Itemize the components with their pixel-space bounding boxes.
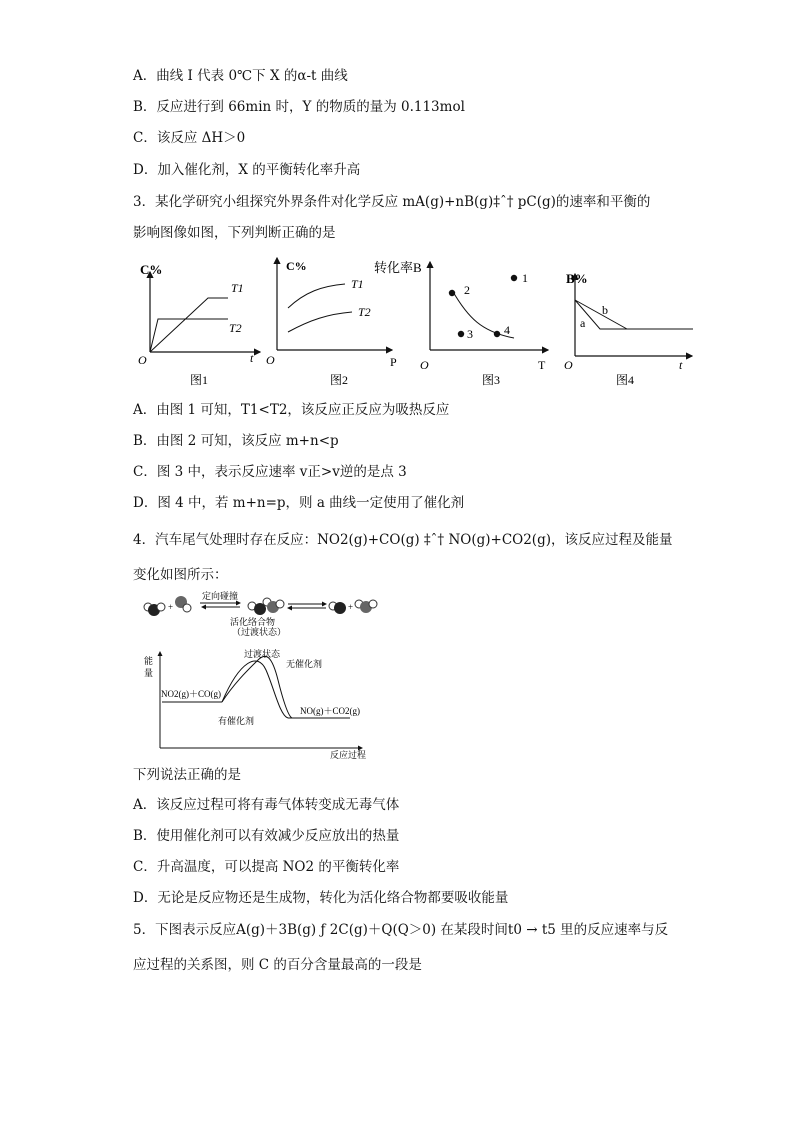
- no-catalyst-label: 无催化剂: [286, 659, 323, 669]
- fig3-point-3: [458, 331, 464, 337]
- fig1-t1: T1: [231, 281, 244, 295]
- q2-option-c: C．该反应 ΔH＞0: [133, 130, 246, 146]
- svg-text:+: +: [168, 602, 174, 612]
- fig3-point-2: [449, 290, 455, 296]
- q4-stem-line2: 变化如图所示：: [133, 567, 228, 583]
- q4-option-a: A．该反应过程可将有毒气体转变成无毒气体: [133, 797, 400, 813]
- fig3-label-3: 3: [467, 327, 473, 341]
- energy-axis-label-2: 量: [144, 668, 154, 678]
- fig3-caption: 图3: [482, 373, 501, 387]
- svg-text:+: +: [348, 602, 354, 612]
- products-label: NO(g)＋CO2(g): [300, 706, 360, 716]
- fig3-label-4: 4: [504, 323, 510, 337]
- fig3-label-2: 2: [464, 283, 470, 297]
- fig2-caption: 图2: [330, 373, 349, 387]
- fig4-label-a: a: [580, 316, 586, 330]
- q3-stem-line1: 3．某化学研究小组探究外界条件对化学反应 mA(g)+nB(g)‡ˆ† pC(g)的速率和平衡的: [133, 194, 651, 210]
- q4-option-c: C．升高温度，可以提高 NO2 的平衡转化率: [133, 859, 400, 875]
- fig4-ylabel: B%: [566, 271, 588, 286]
- fig2-origin: O: [266, 353, 275, 367]
- q4-prompt: 下列说法正确的是: [133, 767, 241, 783]
- molecule-products: [329, 600, 377, 614]
- fig4-label-b: b: [602, 303, 608, 317]
- fig4: [564, 271, 693, 387]
- fig3-label-1: 1: [522, 271, 528, 285]
- energy-axis-label-1: 能: [144, 656, 154, 666]
- molecule-no2: [144, 603, 165, 616]
- fig1-xlabel: t: [250, 351, 254, 365]
- fig1-t2: T2: [229, 321, 242, 335]
- collision-label: 定向碰撞: [202, 591, 239, 601]
- molecule-co: [175, 596, 191, 612]
- fig1-ylabel: C%: [140, 262, 163, 277]
- fig4-origin: O: [564, 358, 573, 372]
- q3-stem-line2: 影响图像如图，下列判断正确的是: [133, 225, 336, 241]
- process-axis-label: 反应过程: [330, 750, 367, 760]
- transition-label: 过渡状态: [244, 649, 281, 659]
- fig1-origin: O: [138, 353, 147, 367]
- fig1-caption: 图1: [190, 373, 209, 387]
- q5-stem-line1: 5．下图表示反应A(g)＋3B(g) ƒ 2C(g)＋Q(Q＞0) 在某段时间t0 → t5 里的反应速率与反: [133, 922, 669, 938]
- fig1: [138, 262, 260, 387]
- q3-option-d: D．图 4 中，若 m+n=p，则 a 曲线一定使用了催化剂: [133, 495, 465, 511]
- q4-option-d: D．无论是反应物还是生成物，转化为活化络合物都要吸收能量: [133, 890, 509, 906]
- fig2: [266, 258, 397, 387]
- q3-option-a: A．由图 1 可知，T1<T2，该反应正反应为吸热反应: [133, 402, 450, 418]
- q3-option-c: C．图 3 中，表示反应速率 v正>v逆的是点 3: [133, 464, 407, 480]
- fig3-point-4: [494, 331, 500, 337]
- q4-stem-line1: 4．汽车尾气处理时存在反应：NO2(g)+CO(g) ‡ˆ† NO(g)+CO2(g)，该反应过程及能量: [133, 532, 673, 548]
- fig3-ylabel: 转化率B: [374, 260, 422, 275]
- q4-option-b: B．使用催化剂可以有效减少反应放出的热量: [133, 828, 400, 844]
- q2-option-a: A．曲线 I 代表 0℃下 X 的α-t 曲线: [133, 68, 348, 84]
- q2-option-d: D．加入催化剂，X 的平衡转化率升高: [133, 162, 361, 178]
- complex-label-1: 活化络合物: [230, 617, 276, 627]
- q2-option-b: B．反应进行到 66min 时，Y 的物质的量为 0.113mol: [133, 99, 465, 115]
- complex-label-2: （过渡状态）: [232, 627, 287, 637]
- with-catalyst-label: 有催化剂: [218, 716, 255, 726]
- fig4-xlabel: t: [679, 358, 683, 372]
- fig2-t2: T2: [358, 305, 371, 319]
- fig4-caption: 图4: [616, 373, 635, 387]
- q3-figures: [130, 252, 700, 396]
- fig2-xlabel: P: [390, 355, 397, 369]
- molecule-complex: [248, 598, 284, 615]
- fig3-origin: O: [420, 358, 429, 372]
- fig3-point-1: [511, 275, 517, 281]
- fig2-ylabel: C%: [286, 259, 307, 273]
- fig3-xlabel: T: [538, 358, 546, 372]
- q4-diagram: [140, 590, 400, 764]
- fig3: [374, 260, 548, 387]
- q5-stem-line2: 应过程的关系图，则 C 的百分含量最高的一段是: [133, 957, 422, 973]
- reactants-label: NO2(g)＋CO(g): [161, 689, 221, 699]
- q3-option-b: B．由图 2 可知，该反应 m+n<p: [133, 433, 339, 449]
- fig2-t1: T1: [351, 277, 364, 291]
